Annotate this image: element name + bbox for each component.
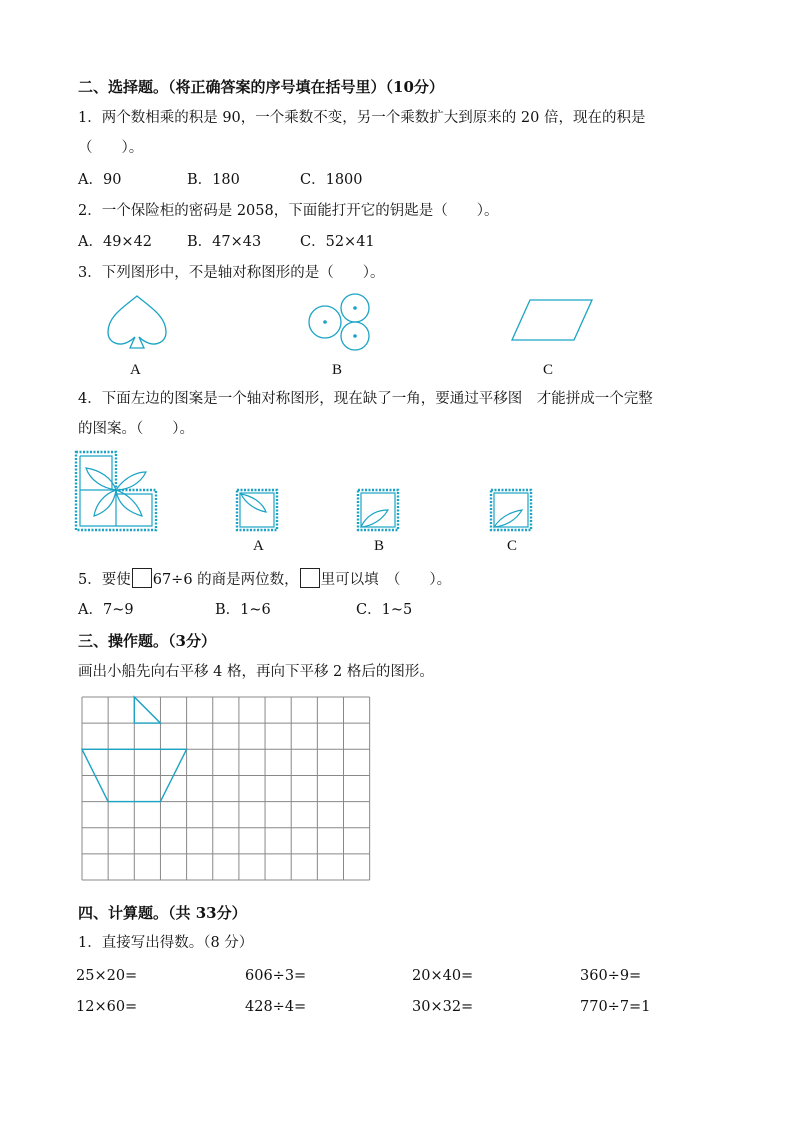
q5-text	[78, 568, 451, 589]
q5-box-2	[300, 568, 320, 588]
q1-option-b: B．180	[187, 172, 240, 188]
calc-r1-c3: 20×40=	[412, 968, 474, 984]
q5-text-post: 里可以填 （ ）。	[320, 572, 452, 588]
q3-text: 3．下列图形中，不是轴对称图形的是（ ）。	[78, 265, 385, 281]
boat-sail	[134, 697, 160, 723]
calc-r1-c4: 360÷9=	[580, 968, 642, 984]
q1-blank: （ ）。	[78, 140, 144, 156]
q4-option-c-figure	[491, 490, 531, 530]
calc-r2-c2: 428÷4=	[245, 999, 307, 1015]
section-4-title: 四、计算题。（共 33分）	[78, 904, 247, 922]
section-3-title: 三、操作题。（3分）	[78, 632, 216, 650]
section-2-title: 二、选择题。（将正确答案的序号填在括号里）（10分）	[78, 78, 444, 96]
calc-r1-c2: 606÷3=	[245, 968, 307, 984]
q5-text-mid: 67÷6 的商是两位数，	[152, 572, 299, 588]
q5-option-c: C．1~5	[356, 602, 413, 618]
q4-option-b-figure	[358, 490, 398, 530]
q4-figures	[0, 448, 794, 538]
q3-figures	[0, 292, 794, 372]
section-4-subtitle: 1．直接写出得数。（8 分）	[78, 935, 254, 951]
q4-label-b: B	[374, 538, 385, 554]
q1-text: 1．两个数相乘的积是 90，一个乘数不变，另一个乘数扩大到原来的 20 倍，现在的积是	[78, 110, 646, 126]
q3-label-a: A	[130, 362, 141, 378]
q5-box-1	[132, 568, 152, 588]
q1-option-a: A．90	[78, 172, 122, 188]
q3-shape-c	[512, 300, 592, 340]
q3-label-c: C	[543, 362, 554, 378]
q5-option-b: B．1~6	[215, 602, 271, 618]
q5-text-pre: 5．要使	[78, 572, 131, 588]
q1-option-c: C．1800	[300, 172, 363, 188]
q2-option-b: B．47×43	[187, 234, 262, 250]
q4-text-line2: 的图案。（ ）。	[78, 421, 194, 437]
q4-label-a: A	[253, 538, 264, 554]
q5-option-a: A．7~9	[78, 602, 134, 618]
q3-label-b: B	[332, 362, 343, 378]
calc-r2-c3: 30×32=	[412, 999, 474, 1015]
calc-r1-c1: 25×20=	[76, 968, 138, 984]
calc-r2-c1: 12×60=	[76, 999, 138, 1015]
q3-shape-a	[108, 296, 166, 348]
q2-option-a: A．49×42	[78, 234, 153, 250]
q4-text-line1: 4．下面左边的图案是一个轴对称图形，现在缺了一角，要通过平移图 才能拼成一个完整	[78, 391, 653, 407]
boat-grid	[82, 697, 382, 897]
q2-option-c: C．52×41	[300, 234, 375, 250]
q4-option-a-figure	[237, 490, 277, 530]
q2-text: 2．一个保险柜的密码是 2058，下面能打开它的钥匙是（ ）。	[78, 203, 499, 219]
q4-main-pattern	[76, 452, 156, 530]
q4-label-c: C	[507, 538, 518, 554]
q3-shape-b	[309, 294, 369, 350]
section-3-instruction: 画出小船先向右平移 4 格，再向下平移 2 格后的图形。	[78, 664, 434, 680]
calc-r2-c4: 770÷7=1	[580, 999, 651, 1015]
